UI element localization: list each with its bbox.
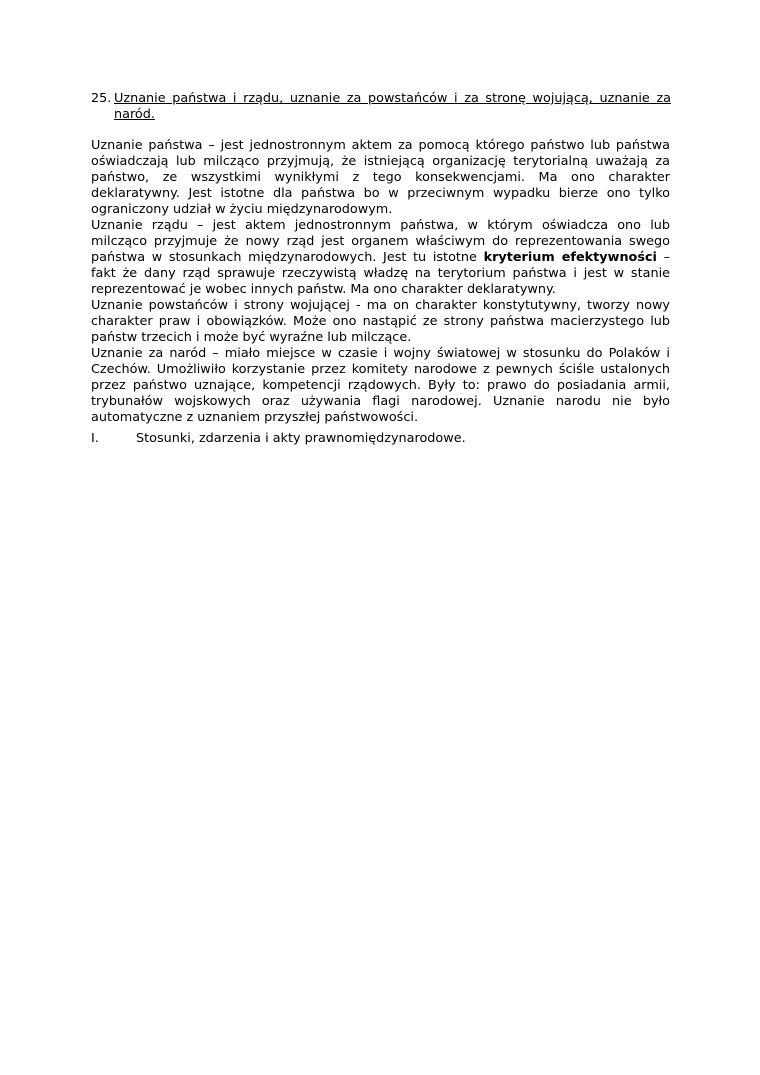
effectiveness-criterion-term: kryterium efektywności (483, 250, 657, 265)
section-number: I. (91, 431, 99, 446)
paragraph-insurgents-recognition: Uznanie powstańców i strony wojującej - ma on charakter konstytutywny, tworzy nowy charakter praw i obowiązków. Może ono nastąpić ze strony państwa macierzystego lub państw trzecich i może być wyraźne lub milczące. (91, 298, 670, 345)
heading-number: 25. (91, 91, 112, 106)
paragraph-government-recognition (91, 218, 670, 298)
document-body (91, 138, 670, 426)
heading-title: Uznanie państwa i rządu, uznanie za powstańców i za stronę wojującą, uznanie za naród. (114, 91, 671, 122)
paragraph-government-text-before: Uznanie rządu – jest aktem jednostronnym państwa, w którym oświadcza ono lub milcząco przyjmuje że nowy rząd jest organem właściwym do reprezentowania swego państwa w stosunkach międzynarodowych. Jest tu istotne (91, 218, 670, 265)
paragraph-nation-recognition: Uznanie za naród – miało miejsce w czasie i wojny światowej w stosunku do Polaków i Czechów. Umożliwiło korzystanie przez komitety narodowe z pewnych ściśle ustalonych przez państwo uznające, kompetencji rządowych. Były to: prawo do posiadania armii, trybunałów wojskowych oraz używania flagi narodowej. Uznanie narodu nie było automatyczne z uznaniem przyszłej państwowości. (91, 346, 670, 425)
question-heading (91, 91, 671, 123)
paragraph-state-recognition: Uznanie państwa – jest jednostronnym aktem za pomocą którego państwo lub państwa oświadczają lub milcząco przyjmują, że istniejącą organizację terytorialną uważają za państwo, ze wszystkimi wynikłymi z tego konsekwencjami. Ma ono charakter deklaratywny. Jest istotne dla państwa bo w przeciwnym wypadku bierze ono tylko ograniczony udział w życiu międzynarodowym. (91, 138, 670, 217)
section-title: Stosunki, zdarzenia i akty prawnomiędzynarodowe. (136, 431, 466, 446)
paragraph-government-text-after: – fakt że dany rząd sprawuje rzeczywistą władzę na terytorium państwa i jest w stanie reprezentować je wobec innych państw. Ma ono charakter deklaratywny. (91, 250, 671, 297)
section-heading (91, 431, 670, 447)
